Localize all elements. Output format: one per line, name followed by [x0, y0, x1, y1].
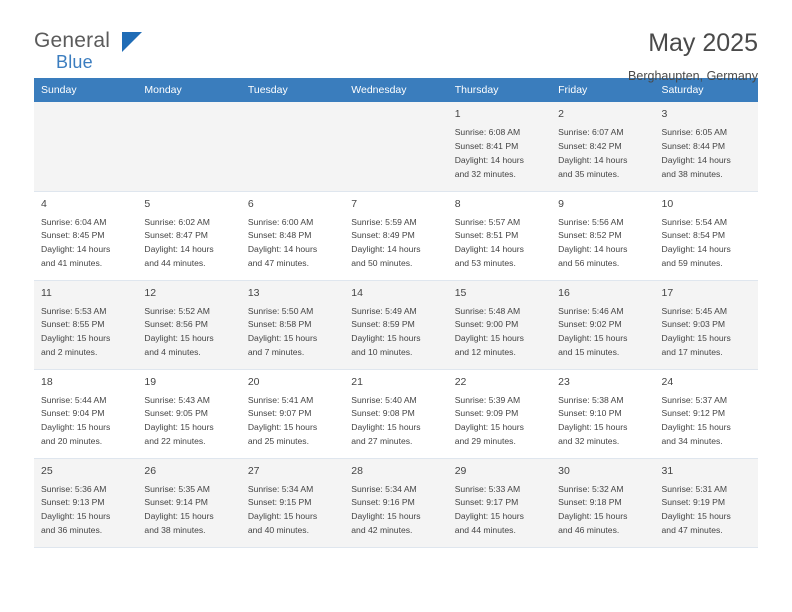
day-detail-line: Sunset: 9:18 PM [558, 497, 622, 508]
day-detail-line: Sunset: 9:05 PM [144, 408, 208, 419]
day-detail-line: Daylight: 14 hours [41, 244, 111, 255]
day-number: 4 [41, 197, 47, 210]
day-detail-line: Sunrise: 5:32 AM [558, 483, 624, 494]
day-number: 23 [558, 375, 570, 388]
day-detail-line: Sunset: 9:07 PM [247, 408, 312, 419]
day-detail-line: Sunrise: 5:39 AM [454, 394, 521, 405]
day-detail-line: Sunset: 8:44 PM [661, 140, 726, 151]
day-details [144, 216, 234, 272]
day-detail-line: and 10 minutes. [351, 347, 413, 358]
day-detail-line: Daylight: 15 hours [454, 422, 524, 433]
calendar-day-cell[interactable] [344, 369, 447, 458]
day-number: 31 [661, 464, 674, 477]
day-number: 2 [558, 108, 564, 120]
calendar-week-row [34, 458, 758, 547]
day-detail-line: and 27 minutes. [351, 436, 413, 447]
day-detail-line: and 40 minutes. [247, 525, 309, 536]
calendar-day-cell[interactable] [137, 280, 240, 369]
calendar-day-cell[interactable] [551, 458, 654, 547]
day-detail-line: Daylight: 14 hours [247, 244, 318, 255]
weekday-header-monday: Monday [137, 78, 240, 102]
day-details [662, 126, 752, 182]
day-number: 6 [247, 197, 254, 210]
day-number: 27 [247, 464, 260, 477]
logo-text-general: General [34, 29, 111, 52]
calendar-day-cell[interactable] [551, 280, 654, 369]
calendar-empty-cell [137, 102, 240, 191]
day-detail-line: Sunset: 8:52 PM [558, 230, 622, 241]
day-number: 9 [558, 197, 564, 210]
day-number: 21 [351, 375, 363, 388]
day-number: 7 [351, 197, 358, 210]
day-detail-line: Daylight: 14 hours [558, 154, 628, 165]
day-detail-line: Sunrise: 6:07 AM [558, 127, 624, 137]
day-details [41, 483, 131, 539]
day-detail-line: Sunset: 9:09 PM [454, 408, 519, 419]
day-details [248, 483, 338, 539]
day-detail-line: Daylight: 15 hours [247, 511, 318, 522]
day-detail-line: Daylight: 14 hours [661, 154, 731, 165]
day-details [558, 483, 648, 539]
day-detail-line: Sunset: 9:04 PM [41, 408, 105, 419]
day-details [144, 305, 234, 361]
calendar-day-cell[interactable] [448, 102, 551, 191]
calendar-day-cell[interactable] [241, 458, 344, 547]
day-detail-line: Sunset: 9:15 PM [247, 497, 312, 508]
day-detail-line: Sunrise: 5:49 AM [351, 305, 417, 316]
day-details [455, 483, 545, 539]
day-detail-line: Sunset: 8:48 PM [247, 230, 312, 241]
calendar-day-cell[interactable] [137, 458, 240, 547]
location-subtitle: Berghaupten, Germany [628, 68, 758, 83]
calendar-day-cell[interactable] [551, 369, 654, 458]
day-detail-line: Sunrise: 5:56 AM [558, 216, 624, 227]
calendar-day-cell[interactable] [448, 458, 551, 547]
day-detail-line: and 46 minutes. [558, 525, 620, 536]
calendar-day-cell[interactable] [344, 191, 447, 280]
day-detail-line: Daylight: 14 hours [454, 244, 524, 255]
day-number: 26 [144, 464, 157, 477]
day-detail-line: Sunrise: 5:40 AM [351, 394, 417, 405]
day-details [144, 394, 234, 450]
day-detail-line: Sunrise: 5:37 AM [661, 394, 727, 405]
day-detail-line: Sunrise: 5:38 AM [558, 394, 624, 405]
calendar-day-cell[interactable] [34, 458, 137, 547]
day-detail-line: Sunset: 9:03 PM [661, 319, 726, 330]
day-detail-line: Sunset: 8:42 PM [558, 140, 622, 151]
day-detail-line: and 56 minutes. [558, 258, 620, 269]
day-detail-line: Sunrise: 5:59 AM [351, 216, 417, 227]
day-detail-line: and 38 minutes. [661, 168, 723, 179]
day-details [558, 394, 648, 450]
day-detail-line: Sunset: 8:51 PM [454, 230, 519, 241]
title-block [628, 30, 758, 83]
page-header [34, 0, 758, 83]
calendar-day-cell[interactable] [655, 191, 758, 280]
day-detail-line: Sunset: 9:19 PM [661, 497, 726, 508]
calendar-day-cell[interactable] [137, 191, 240, 280]
day-details [351, 216, 441, 272]
day-number: 25 [41, 464, 53, 477]
calendar-day-cell[interactable] [551, 191, 654, 280]
calendar-day-cell[interactable] [137, 369, 240, 458]
day-details [248, 216, 338, 272]
day-detail-line: Sunrise: 5:57 AM [454, 216, 521, 227]
calendar-week-row [34, 102, 758, 191]
flag-icon [122, 32, 142, 52]
day-details [41, 305, 131, 361]
day-detail-line: Sunrise: 5:48 AM [454, 305, 521, 316]
day-number: 3 [661, 108, 668, 120]
day-detail-line: Sunset: 8:54 PM [661, 230, 726, 241]
day-detail-line: Daylight: 14 hours [144, 244, 214, 255]
day-detail-line: Sunrise: 5:45 AM [661, 305, 727, 316]
calendar-empty-cell [34, 102, 137, 191]
day-number: 13 [247, 286, 260, 299]
day-number: 30 [558, 464, 570, 477]
day-detail-line: Daylight: 15 hours [351, 511, 421, 522]
day-detail-line: Sunset: 9:10 PM [558, 408, 622, 419]
calendar-body [34, 102, 758, 547]
day-detail-line: Daylight: 14 hours [558, 244, 628, 255]
day-details [144, 483, 234, 539]
day-detail-line: and 41 minutes. [41, 258, 103, 269]
day-number: 14 [351, 286, 363, 299]
day-detail-line: and 50 minutes. [351, 258, 413, 269]
day-details [455, 216, 545, 272]
day-detail-line: and 2 minutes. [41, 347, 98, 358]
calendar-day-cell[interactable] [655, 280, 758, 369]
day-detail-line: and 35 minutes. [558, 168, 620, 179]
day-detail-line: and 7 minutes. [247, 347, 305, 358]
day-detail-line: Daylight: 15 hours [351, 333, 421, 344]
day-detail-line: Daylight: 15 hours [247, 422, 318, 433]
day-detail-line: Daylight: 14 hours [454, 154, 524, 165]
day-detail-line: Sunset: 9:00 PM [454, 319, 519, 330]
day-detail-line: Sunrise: 6:05 AM [661, 127, 727, 137]
day-details [41, 216, 131, 272]
day-detail-line: and 22 minutes. [144, 436, 206, 447]
day-detail-line: Daylight: 14 hours [661, 244, 731, 255]
calendar-day-cell[interactable] [448, 369, 551, 458]
day-detail-line: Sunset: 8:59 PM [351, 319, 415, 330]
day-detail-line: and 4 minutes. [144, 347, 201, 358]
calendar-day-cell[interactable] [448, 280, 551, 369]
day-detail-line: Sunset: 8:56 PM [144, 319, 208, 330]
day-detail-line: and 15 minutes. [558, 347, 620, 358]
day-number: 1 [454, 108, 461, 120]
day-detail-line: Daylight: 15 hours [661, 422, 731, 433]
day-detail-line: and 53 minutes. [454, 258, 516, 269]
calendar-week-row [34, 369, 758, 458]
weekday-header-saturday: Saturday [655, 78, 758, 102]
day-detail-line: Sunset: 8:49 PM [351, 230, 415, 241]
day-details [662, 483, 752, 539]
day-detail-line: and 32 minutes. [558, 436, 620, 447]
day-detail-line: Sunrise: 6:04 AM [41, 216, 107, 227]
day-detail-line: and 44 minutes. [144, 258, 206, 269]
day-detail-line: and 36 minutes. [41, 525, 103, 536]
day-detail-line: Sunrise: 5:53 AM [41, 305, 107, 316]
day-number: 28 [351, 464, 363, 477]
day-detail-line: and 32 minutes. [454, 168, 516, 179]
general-blue-logo [34, 30, 144, 76]
sun-calendar-table [34, 78, 758, 548]
day-number: 16 [558, 286, 570, 299]
day-detail-line: Daylight: 15 hours [351, 422, 421, 433]
weekday-header-friday: Friday [551, 78, 654, 102]
day-number: 24 [661, 375, 674, 388]
calendar-day-cell[interactable] [34, 191, 137, 280]
day-detail-line: Daylight: 15 hours [558, 333, 628, 344]
day-detail-line: Sunset: 8:47 PM [144, 230, 208, 241]
day-detail-line: Sunset: 9:02 PM [558, 319, 622, 330]
day-detail-line: Sunset: 9:14 PM [144, 497, 208, 508]
weekday-header-tuesday: Tuesday [241, 78, 344, 102]
calendar-empty-cell [344, 102, 447, 191]
day-details [41, 394, 131, 450]
day-detail-line: Sunrise: 5:36 AM [41, 483, 107, 494]
day-detail-line: Sunrise: 5:43 AM [144, 394, 210, 405]
calendar-day-cell[interactable] [241, 369, 344, 458]
day-detail-line: and 47 minutes. [247, 258, 309, 269]
day-detail-line: Sunrise: 5:34 AM [247, 483, 314, 494]
calendar-day-cell[interactable] [241, 280, 344, 369]
day-detail-line: Sunset: 8:58 PM [247, 319, 312, 330]
calendar-day-cell[interactable] [34, 280, 137, 369]
day-detail-line: Sunset: 9:12 PM [661, 408, 726, 419]
day-detail-line: Sunrise: 5:33 AM [454, 483, 521, 494]
day-detail-line: Sunrise: 5:34 AM [351, 483, 417, 494]
calendar-day-cell[interactable] [655, 458, 758, 547]
day-detail-line: Sunrise: 5:41 AM [247, 394, 314, 405]
logo-text-blue: Blue [56, 52, 93, 72]
calendar-empty-cell [241, 102, 344, 191]
day-number: 29 [454, 464, 467, 477]
day-detail-line: Sunrise: 5:31 AM [661, 483, 727, 494]
day-details [455, 305, 545, 361]
calendar-day-cell[interactable] [655, 102, 758, 191]
day-detail-line: Sunset: 8:55 PM [41, 319, 105, 330]
day-number: 22 [454, 375, 467, 388]
day-detail-line: Sunrise: 5:50 AM [247, 305, 314, 316]
day-detail-line: Sunrise: 6:00 AM [247, 216, 314, 227]
day-detail-line: Daylight: 15 hours [247, 333, 318, 344]
day-number: 18 [41, 375, 53, 388]
day-number: 8 [454, 197, 461, 210]
day-detail-line: Daylight: 14 hours [351, 244, 421, 255]
day-detail-line: Sunrise: 5:35 AM [144, 483, 210, 494]
calendar-day-cell[interactable] [344, 458, 447, 547]
day-detail-line: Sunrise: 6:02 AM [144, 216, 210, 227]
day-detail-line: Daylight: 15 hours [41, 333, 111, 344]
day-details [558, 216, 648, 272]
day-detail-line: and 34 minutes. [661, 436, 723, 447]
day-detail-line: Sunset: 8:45 PM [41, 230, 105, 241]
day-number: 17 [661, 286, 674, 299]
calendar-day-cell[interactable] [241, 191, 344, 280]
day-detail-line: Daylight: 15 hours [41, 511, 111, 522]
day-detail-line: Sunset: 9:13 PM [41, 497, 105, 508]
day-details [662, 305, 752, 361]
day-number: 5 [144, 197, 151, 210]
day-detail-line: Sunrise: 5:46 AM [558, 305, 624, 316]
day-detail-line: Daylight: 15 hours [144, 511, 214, 522]
day-number: 10 [661, 197, 674, 210]
calendar-day-cell[interactable] [344, 280, 447, 369]
day-detail-line: Daylight: 15 hours [454, 511, 524, 522]
day-detail-line: Daylight: 15 hours [558, 422, 628, 433]
day-detail-line: and 20 minutes. [41, 436, 103, 447]
day-details [662, 394, 752, 450]
day-number: 20 [247, 375, 260, 388]
day-detail-line: and 38 minutes. [144, 525, 206, 536]
day-detail-line: and 47 minutes. [661, 525, 723, 536]
calendar-day-cell[interactable] [34, 369, 137, 458]
day-detail-line: and 44 minutes. [454, 525, 516, 536]
calendar-week-row [34, 280, 758, 369]
weekday-header-thursday: Thursday [448, 78, 551, 102]
day-detail-line: Daylight: 15 hours [454, 333, 524, 344]
day-details [351, 483, 441, 539]
day-detail-line: Sunrise: 5:44 AM [41, 394, 107, 405]
day-details [248, 394, 338, 450]
day-detail-line: Sunrise: 5:54 AM [661, 216, 727, 227]
day-number: 15 [454, 286, 467, 299]
day-detail-line: Daylight: 15 hours [144, 333, 214, 344]
day-details [455, 126, 545, 182]
calendar-week-row [34, 191, 758, 280]
day-detail-line: and 17 minutes. [661, 347, 723, 358]
day-detail-line: and 42 minutes. [351, 525, 413, 536]
day-detail-line: Sunrise: 6:08 AM [454, 127, 521, 137]
calendar-day-cell[interactable] [448, 191, 551, 280]
calendar-day-cell[interactable] [655, 369, 758, 458]
day-detail-line: Sunset: 9:16 PM [351, 497, 415, 508]
weekday-header-wednesday: Wednesday [344, 78, 447, 102]
day-detail-line: Daylight: 15 hours [144, 422, 214, 433]
day-detail-line: and 12 minutes. [454, 347, 516, 358]
day-details [248, 305, 338, 361]
day-number: 11 [41, 286, 52, 299]
day-detail-line: Daylight: 15 hours [661, 511, 731, 522]
day-details [558, 126, 648, 182]
weekday-header-sunday: Sunday [34, 78, 137, 102]
day-detail-line: Daylight: 15 hours [558, 511, 628, 522]
day-detail-line: Sunset: 9:08 PM [351, 408, 415, 419]
day-detail-line: Daylight: 15 hours [41, 422, 111, 433]
day-detail-line: Sunset: 9:17 PM [454, 497, 519, 508]
page-title: May 2025 [648, 29, 758, 57]
day-details [351, 394, 441, 450]
day-detail-line: Sunset: 8:41 PM [454, 140, 519, 151]
day-detail-line: and 25 minutes. [247, 436, 309, 447]
day-details [558, 305, 648, 361]
day-detail-line: and 29 minutes. [454, 436, 516, 447]
day-detail-line: Daylight: 15 hours [661, 333, 731, 344]
day-number: 12 [144, 286, 157, 299]
day-details [455, 394, 545, 450]
day-detail-line: Sunrise: 5:52 AM [144, 305, 210, 316]
day-detail-line: and 59 minutes. [661, 258, 723, 269]
day-details [662, 216, 752, 272]
day-number: 19 [144, 375, 157, 388]
day-details [351, 305, 441, 361]
calendar-day-cell[interactable] [551, 102, 654, 191]
